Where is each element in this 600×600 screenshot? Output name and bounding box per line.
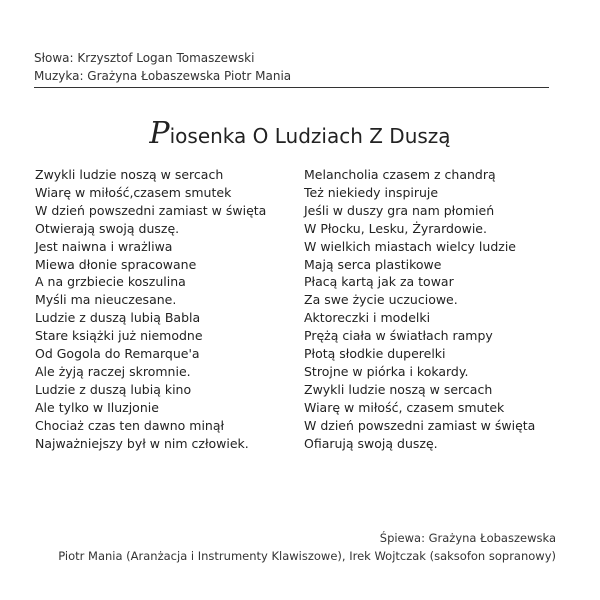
lyric-line: Chociaż czas ten dawno minął (35, 417, 225, 433)
lyric-line: Otwierają swoją duszę. (35, 220, 180, 236)
lyrics-author: Słowa: Krzysztof Logan Tomaszewski (34, 51, 255, 65)
lyric-line: Miewa dłonie spracowane (35, 256, 197, 272)
lyric-line: Zwykli ludzie noszą w sercach (304, 381, 493, 397)
lyric-line: Też niekiedy inspiruje (304, 184, 439, 200)
lyric-line: A na grzbiecie koszulina (35, 274, 186, 290)
performers-block (58, 529, 556, 565)
header-divider (34, 87, 549, 88)
lyric-line: Płotą słodkie duperelki (304, 346, 446, 362)
lyric-line: Najważniejszy był w nim człowiek. (35, 435, 249, 451)
lyric-line: Ludzie z duszą lubią kino (35, 381, 192, 397)
lyric-line: Wiarę w miłość, czasem smutek (304, 399, 505, 415)
musicians-credit: Piotr Mania (Aranżacja i Instrumenty Klawiszowe), Irek Wojtczak (saksofon sopranowy) (58, 549, 556, 563)
lyric-line: Strojne w piórka i kokardy. (304, 363, 469, 379)
lyric-line: Ale żyją raczej skromnie. (35, 363, 191, 379)
credits-block (34, 49, 291, 85)
lyric-line: Jest naiwna i wrażliwa (35, 238, 173, 254)
lyric-line: Ale tylko w Iluzjonie (35, 399, 159, 415)
lyric-line: Melancholia czasem z chandrą (304, 167, 496, 182)
lyric-line: W wielkich miastach wielcy ludzie (304, 238, 516, 254)
lyrics-column-right (304, 166, 535, 453)
lyric-line: Mają serca plastikowe (304, 256, 442, 272)
lyric-line: Ludzie z duszą lubią Babla (35, 310, 201, 326)
title-initial: P (149, 116, 170, 151)
lyric-line: Za swe życie uczuciowe. (304, 292, 458, 308)
lyric-line: Ofiarują swoją duszę. (304, 435, 438, 451)
lyric-line: W dzień powszedni zamiast w święta (304, 417, 536, 433)
lyric-line: W dzień powszedni zamiast w święta (35, 202, 267, 218)
song-title (0, 116, 600, 151)
lyric-line: Stare książki już niemodne (35, 328, 203, 344)
lyric-line: Płacą kartą jak za towar (304, 274, 454, 290)
title-text: iosenka O Ludziach Z Duszą (169, 124, 451, 148)
lyric-line: Zwykli ludzie noszą w sercach (35, 167, 224, 182)
vocalist-credit: Śpiewa: Grażyna Łobaszewska (379, 531, 556, 545)
lyric-line: Wiarę w miłość,czasem smutek (35, 184, 232, 200)
lyric-line: Myśli ma nieuczesane. (35, 292, 177, 308)
lyrics-column-left (35, 166, 266, 453)
lyric-line: Jeśli w duszy gra nam płomień (304, 202, 495, 218)
lyric-line: Aktoreczki i modelki (304, 310, 431, 326)
lyric-line: Prężą ciała w światłach rampy (304, 328, 493, 344)
lyric-line: Od Gogola do Remarque'a (35, 346, 200, 362)
music-author: Muzyka: Grażyna Łobaszewska Piotr Mania (34, 69, 292, 83)
lyric-line: W Płocku, Lesku, Żyrardowie. (304, 220, 487, 236)
